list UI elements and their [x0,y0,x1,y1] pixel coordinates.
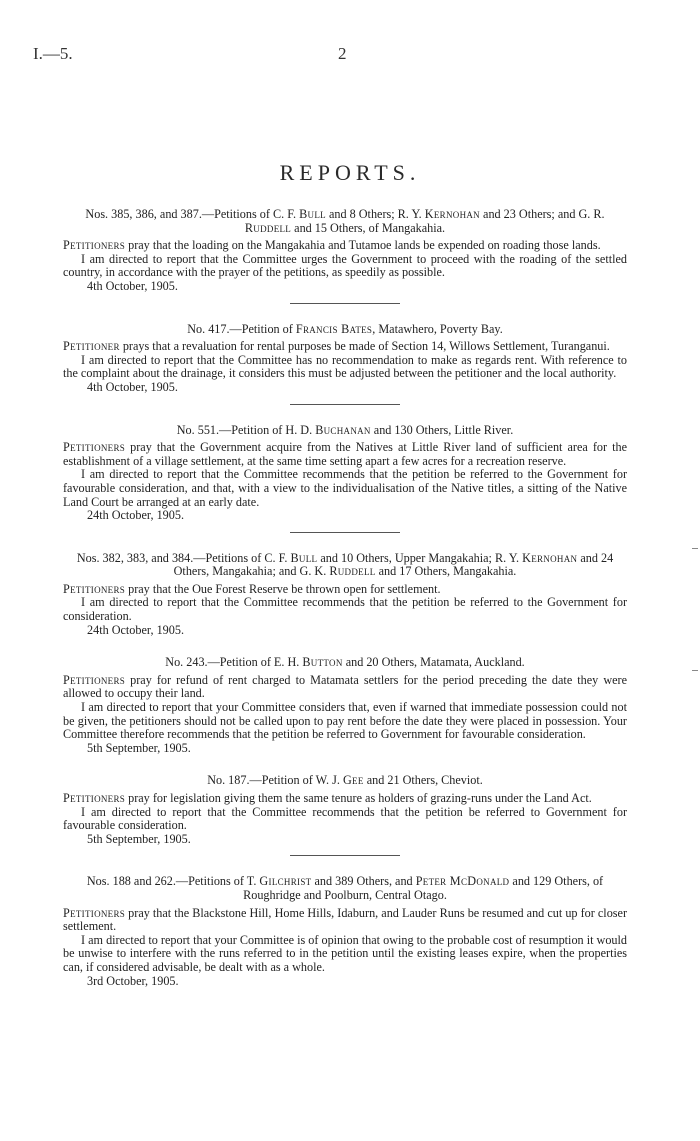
committee-report: I am directed to report that the Committee recommends that the petition be referred to the Government for consideration. [63,595,627,624]
section-divider [290,303,400,304]
petition-prayer: Petitioner prays that a revaluation for rental purposes be made of Section 14, Willows Settlement, Turanganui. [63,339,610,354]
margin-mark [692,670,698,671]
section-divider [290,404,400,405]
petition-prayer: Petitioners pray for refund of rent charged to Matamata settlers for the period preceding the date they were allowed to occupy their land. [63,672,627,701]
committee-report: I am directed to report that your Committee is of opinion that owing to the probable cost of resumption it would be unwise to interfere with the runs referred to in the petition until the existing leases expire, when the properties can, if considered advisable, be dealt with as a whole. [63,932,627,974]
report-date: 5th September, 1905. [87,740,191,755]
petition-heading: Nos. 382, 383, and 384.—Petitions of C. F. Bull and 10 Others, Upper Mangakahia; R. Y. Kernohan and 24 Others, Mangakahia; and G. K. Ruddell and 17 Others, Mangakahia. [76,550,614,579]
committee-report: I am directed to report that the Committee recommends that the petition be referred to the Government for favourable consideration, and that, with a view to the individualisation of the Native titles, a sitting of the Native Land Court be arranged at an early date. [63,467,627,509]
committee-report: I am directed to report that the Committee urges the Government to proceed with the roading of the settled country, in accordance with the prayer of the petitions, as speedily as possible. [63,251,627,280]
report-entry [63,424,627,533]
committee-report: I am directed to report that the Committee has no recommendation to make as regards rent. With reference to the complaint about the drainage, it considers this must be adjusted between the petitioner and the local authority. [63,352,627,381]
petition-heading: No. 551.—Petition of H. D. Buchanan and 130 Others, Little River. [176,422,514,437]
report-entry [63,656,627,755]
report-date: 24th October, 1905. [87,508,184,523]
report-date: 4th October, 1905. [87,379,178,394]
petition-prayer: Petitioners pray that the Blackstone Hill, Home Hills, Idaburn, and Lauder Runs be resumed and cut up for closer settlement. [63,905,627,934]
petition-prayer: Petitioners pray that the Oue Forest Reserve be thrown open for settlement. [63,581,441,596]
report-date: 3rd October, 1905. [87,973,179,988]
petition-prayer: Petitioners pray that the Government acquire from the Natives at Little River land of sufficient area for the establishment of a village settlement, at the same time setting apart a few acres for a recreation reserve. [63,440,627,468]
report-date: 4th October, 1905. [87,278,178,293]
report-entry [63,208,627,304]
petition-heading: Nos. 385, 386, and 387.—Petitions of C. F. Bull and 8 Others; R. Y. Kernohan and 23 Others; and G. R. Ruddell and 15 Others, of Mangakahia. [85,207,605,235]
page-number: 2 [338,44,347,63]
section-divider [290,855,400,856]
report-entry [63,774,627,856]
committee-report: I am directed to report that your Committee considers that, even if warned that immediate possession could not be given, the petitioners should not be called upon to pay rent before the date they were placed in possession. Your Committee therefore recommends that the petition be referred to Government for favourable consideration. [63,700,627,742]
petition-prayer: Petitioners pray for legislation giving them the same tenure as holders of grazing-runs under the Land Act. [63,791,592,805]
reports-body [63,208,627,1007]
report-entry [63,552,627,638]
report-date: 5th September, 1905. [87,831,191,846]
petition-heading: No. 417.—Petition of Francis Bates, Matawhero, Poverty Bay. [187,321,503,336]
margin-mark [692,548,698,549]
report-entry [63,875,627,988]
petition-heading: No. 243.—Petition of E. H. Button and 20 Others, Matamata, Auckland. [165,655,525,670]
report-date: 24th October, 1905. [87,622,184,637]
petition-prayer: Petitioners pray that the loading on the Mangakahia and Tutamoe lands be expended on roading those lands. [63,238,601,253]
petition-heading: No. 187.—Petition of W. J. Gee and 21 Others, Cheviot. [207,773,483,788]
report-entry [63,323,627,405]
committee-report: I am directed to report that the Committee recommends that the petition be referred to Government for favourable consideration. [63,804,627,833]
page-reference: I.—5. [33,44,73,63]
section-divider [290,532,400,533]
petition-heading: Nos. 188 and 262.—Petitions of T. Gilchrist and 389 Others, and Peter McDonald and 129 Others, of Roughridge and Poolburn, Central Otago. [86,874,604,902]
page-title: REPORTS. [279,160,421,185]
